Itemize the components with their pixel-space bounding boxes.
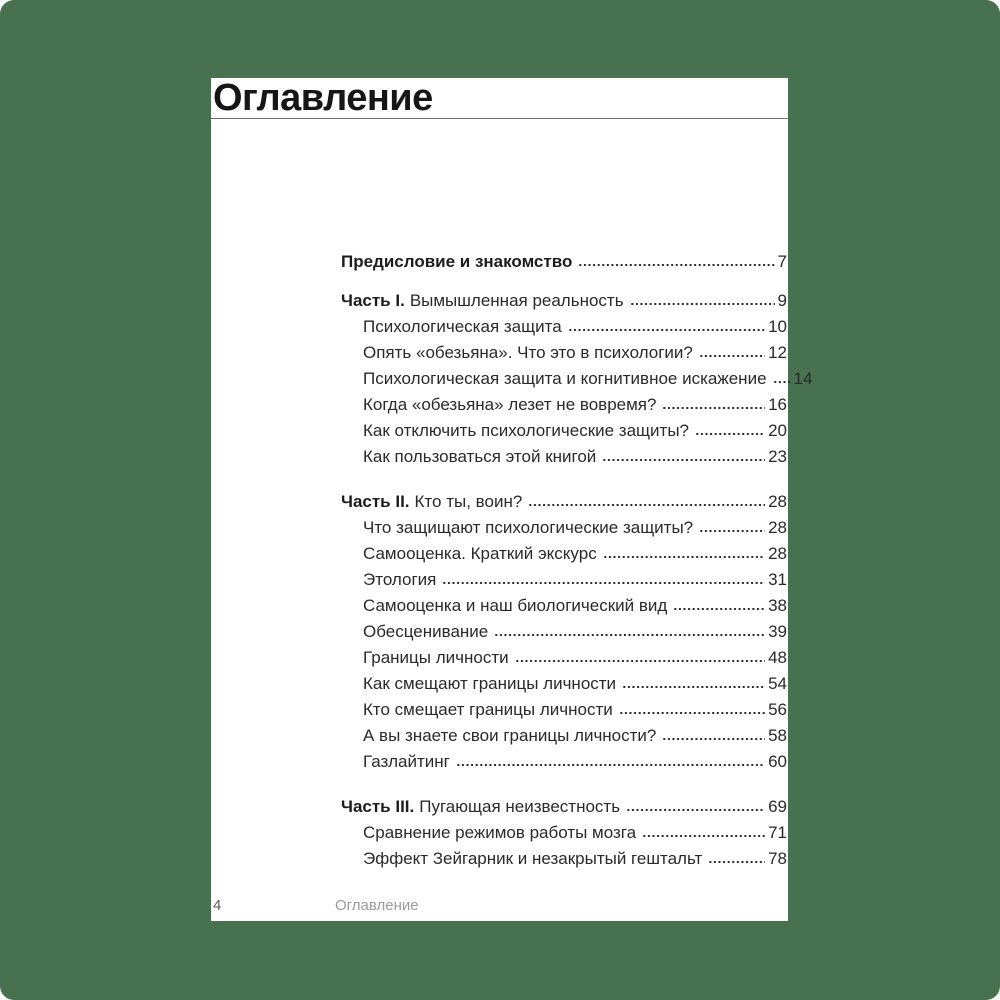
toc-entry-title: Психологическая защита и когнитивное искажение: [363, 369, 767, 388]
toc-entry-title: Этология: [363, 570, 437, 589]
book-page: [211, 78, 813, 921]
toc-entry: [341, 317, 787, 343]
toc-entry-title: Когда «обезьяна» лезет не вовремя?: [363, 395, 657, 414]
toc-entry-title: Газлайтинг: [363, 752, 450, 771]
toc-entry-page-number: 28: [768, 544, 787, 563]
toc-entry-page-number: 12: [768, 343, 787, 362]
toc-entry-page-number: 23: [768, 447, 787, 466]
toc-entry-page-number: 78: [768, 849, 787, 868]
dot-leader: [494, 633, 765, 637]
dot-leader: [456, 763, 765, 767]
page-footer: [211, 897, 788, 916]
toc-entry-page-number: 14: [793, 369, 813, 388]
table-of-contents: [211, 252, 813, 875]
toc-entry-title: Что защищают психологические защиты?: [363, 518, 694, 537]
toc-entry: [341, 369, 813, 395]
dot-leader: [773, 380, 791, 384]
page-title: Оглавление: [213, 78, 433, 118]
toc-entry-page-number: 60: [768, 752, 787, 771]
toc-entry: [341, 596, 787, 622]
dot-leader: [626, 808, 765, 812]
toc-entry-page-number: 10: [768, 317, 787, 336]
toc-entry-page-number: 54: [768, 674, 787, 693]
toc-entry-page-number: 31: [768, 570, 787, 589]
toc-entry: [341, 700, 787, 726]
toc-entry-page-number: 48: [768, 648, 787, 667]
toc-entry: [341, 421, 787, 447]
toc-entry: [341, 544, 787, 570]
dot-leader: [602, 458, 765, 462]
dot-leader: [695, 432, 765, 436]
dot-leader: [622, 685, 765, 689]
toc-entry-page-number: 28: [768, 518, 787, 537]
dot-leader: [699, 529, 765, 533]
toc-entry-title: Кто ты, воин?: [414, 492, 523, 511]
toc-entry-part-label: Часть II.: [341, 492, 410, 511]
toc-entry: [341, 622, 787, 648]
toc-entry: [341, 726, 787, 752]
toc-entry-page-number: 28: [768, 492, 787, 511]
dot-leader: [699, 354, 765, 358]
toc-entry: [341, 849, 787, 875]
toc-entry-part-label: Часть I.: [341, 291, 405, 310]
toc-entry: [341, 648, 787, 674]
toc-entry-title: Кто смещает границы личности: [363, 700, 613, 719]
toc-entry-page-number: 58: [768, 726, 787, 745]
toc-entry-title: А вы знаете свои границы личности?: [363, 726, 657, 745]
dot-leader: [568, 328, 765, 332]
toc-entry-page-number: 71: [768, 823, 787, 842]
toc-entry-title: Пугающая неизвестность: [419, 797, 621, 816]
toc-entry-title: Обесценивание: [363, 622, 489, 641]
toc-entry-title: Психологическая защита: [363, 317, 562, 336]
title-divider: [211, 118, 788, 119]
toc-entry: [341, 447, 787, 473]
toc-entry-part-label: Предисловие и знакомство: [341, 252, 573, 271]
toc-entry-page-number: 56: [768, 700, 787, 719]
toc-entry: [341, 674, 787, 700]
toc-entry-title: Опять «обезьяна». Что это в психологии?: [363, 343, 693, 362]
dot-leader: [708, 860, 765, 864]
toc-entry: [341, 797, 787, 823]
toc-entry-title: Как смещают границы личности: [363, 674, 617, 693]
toc-entry-title: Самооценка и наш биологический вид: [363, 596, 668, 615]
dot-leader: [578, 263, 774, 267]
toc-entry-title: Вымышленная реальность: [409, 291, 624, 310]
toc-entry: [341, 570, 787, 596]
dot-leader: [442, 581, 765, 585]
dot-leader: [662, 406, 765, 410]
toc-entry: [341, 252, 787, 278]
toc-entry-page-number: 20: [768, 421, 787, 440]
toc-entry-title: Самооценка. Краткий экскурс: [363, 544, 597, 563]
dot-leader: [630, 302, 775, 306]
toc-entry-page-number: 7: [777, 252, 787, 271]
dot-leader: [673, 607, 765, 611]
dot-leader: [515, 659, 765, 663]
toc-entry: [341, 343, 787, 369]
dot-leader: [603, 555, 765, 559]
dot-leader: [619, 711, 765, 715]
dot-leader: [642, 834, 765, 838]
toc-entry-title: Как отключить психологические защиты?: [363, 421, 689, 440]
toc-entry-title: Эффект Зейгарник и незакрытый гештальт: [363, 849, 703, 868]
toc-entry: [341, 823, 787, 849]
toc-entry-title: Границы личности: [363, 648, 509, 667]
toc-entry-page-number: 16: [768, 395, 787, 414]
dot-leader: [662, 737, 765, 741]
dot-leader: [528, 503, 765, 507]
toc-entry: [341, 395, 787, 421]
toc-entry-page-number: 9: [777, 291, 787, 310]
toc-entry-page-number: 39: [768, 622, 787, 641]
toc-entry-title: Сравнение режимов работы мозга: [363, 823, 637, 842]
toc-entry: [341, 492, 787, 518]
footer-section-label: Оглавление: [335, 897, 419, 914]
toc-entry-page-number: 38: [768, 596, 787, 615]
toc-entry: [341, 291, 787, 317]
toc-entry: [341, 518, 787, 544]
toc-entry-page-number: 69: [768, 797, 787, 816]
toc-entry-part-label: Часть III.: [341, 797, 415, 816]
footer-page-number: 4: [213, 897, 222, 914]
toc-entry: [341, 752, 787, 778]
toc-entry-title: Как пользоваться этой книгой: [363, 447, 597, 466]
